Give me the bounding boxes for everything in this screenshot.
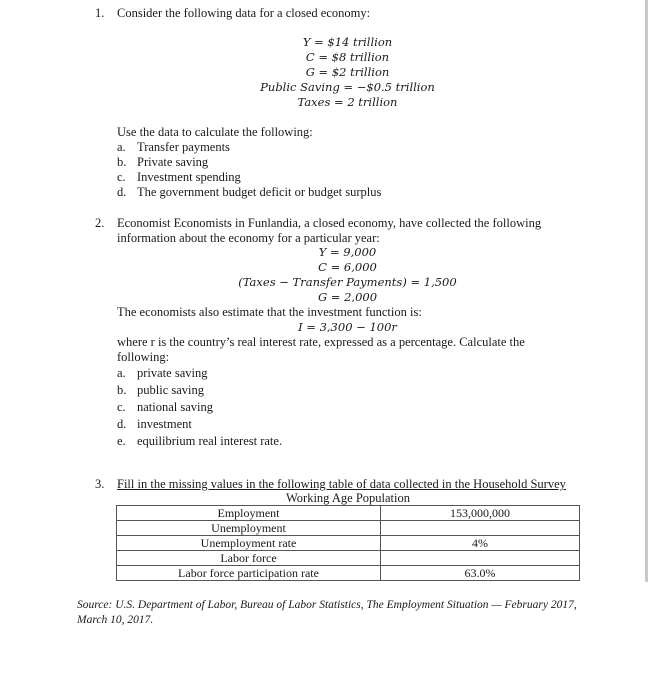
table-cell-value	[381, 551, 580, 566]
q1-eq-taxes: Taxes = 2 trillion	[297, 95, 398, 109]
q2-item-d: investment	[137, 417, 192, 431]
q1-item-a-letter: a.	[117, 140, 126, 154]
q3-table-header: Working Age Population	[286, 491, 410, 505]
table-cell-label: Unemployment	[117, 521, 381, 536]
table-row	[117, 506, 580, 521]
table-cell-label: Unemployment rate	[117, 536, 381, 551]
q1-eq-g: G = $2 trillion	[305, 65, 390, 79]
q2-eq-y: Y = 9,000	[318, 245, 377, 259]
q2-item-c-letter: c.	[117, 400, 126, 414]
q1-prompt: Consider the following data for a closed economy:	[117, 6, 371, 20]
q2-item-d-letter: d.	[117, 417, 127, 431]
q2-prompt-line1: Economist Economists in Funlandia, a closed economy, have collected the following	[117, 216, 542, 230]
household-survey-table	[116, 505, 580, 581]
q2-item-b-letter: b.	[117, 383, 127, 397]
table-row	[117, 536, 580, 551]
q2-item-c: national saving	[137, 400, 214, 414]
q1-number: 1.	[95, 6, 105, 20]
table-row	[117, 521, 580, 536]
q2-where-line1: where r is the country’s real interest rate, expressed as a percentage. Calculate the	[117, 335, 525, 349]
table-cell-label: Labor force participation rate	[117, 566, 381, 581]
q2-eq-c: C = 6,000	[318, 260, 377, 274]
q1-item-d: The government budget deficit or budget surplus	[137, 185, 382, 199]
table-row	[117, 566, 580, 581]
table-cell-label: Employment	[117, 506, 381, 521]
q2-where-line2: following:	[117, 350, 170, 364]
q2-investment-intro: The economists also estimate that the investment function is:	[117, 305, 422, 319]
q2-eq-net-taxes: (Taxes − Transfer Payments) = 1,500	[238, 275, 457, 289]
q1-eq-c: C = $8 trillion	[305, 50, 390, 64]
q2-item-e-letter: e.	[117, 434, 126, 448]
q2-investment-eq: I = 3,300 − 100r	[298, 320, 397, 334]
table-cell-value	[381, 521, 580, 536]
q2-item-a: private saving	[137, 366, 208, 380]
q1-item-b: Private saving	[137, 155, 209, 169]
q2-item-a-letter: a.	[117, 366, 126, 380]
q1-item-a: Transfer payments	[137, 140, 230, 154]
q1-eq-y: Y = $14 trillion	[302, 35, 393, 49]
table-cell-value: 153,000,000	[381, 506, 580, 521]
table-cell-value: 63.0%	[381, 566, 580, 581]
q2-item-b: public saving	[137, 383, 205, 397]
q1-item-c: Investment spending	[137, 170, 241, 184]
table-row	[117, 551, 580, 566]
q2-number: 2.	[95, 216, 105, 230]
q3-number: 3.	[95, 477, 105, 491]
q1-item-c-letter: c.	[117, 170, 126, 184]
q2-item-e: equilibrium real interest rate.	[137, 434, 283, 448]
q2-prompt-line2: information about the economy for a particular year:	[117, 231, 380, 245]
q1-instruction: Use the data to calculate the following:	[117, 125, 313, 139]
q3-prompt: Fill in the missing values in the following table of data collected in the Household Survey	[117, 477, 566, 491]
q2-eq-g: G = 2,000	[317, 290, 378, 304]
q1-item-b-letter: b.	[117, 155, 127, 169]
source-citation: Source: U.S. Department of Labor, Bureau of Labor Statistics, The Employment Situation — February 2017, March 10, 2017.	[77, 599, 577, 626]
table-cell-value: 4%	[381, 536, 580, 551]
table-cell-label: Labor force	[117, 551, 381, 566]
q1-item-d-letter: d.	[117, 185, 127, 199]
page-edge-rule	[645, 0, 648, 582]
q1-eq-public-saving: Public Saving = −$0.5 trillion	[260, 80, 435, 94]
